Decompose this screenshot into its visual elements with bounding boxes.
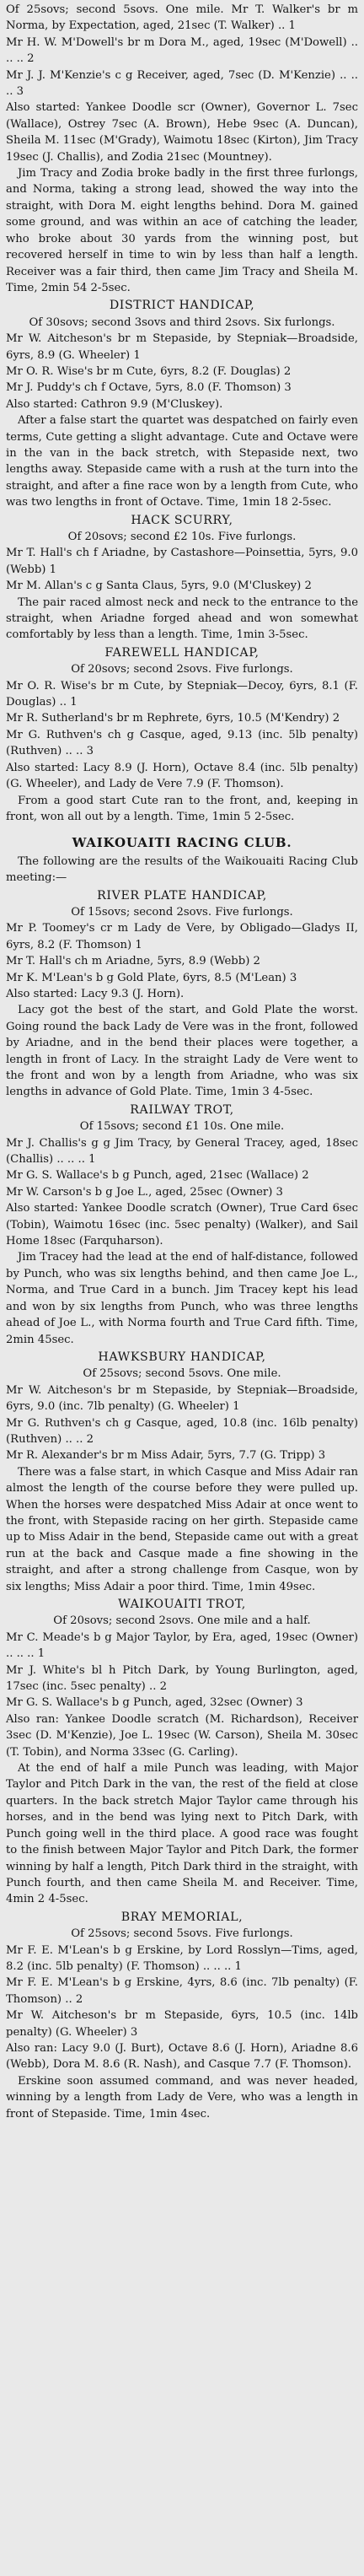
race-heading: HAWKSBURY HANDICAP, xyxy=(98,1350,266,1364)
race-result-entry: Mr G. Ruthven's ch g Casque, aged, 10.8 (inc. 16lb penalty) (Ruthven) .. .. 2 xyxy=(6,1416,358,1446)
race-result-entry: Mr H. W. M'Dowell's br m Dora M., aged, 19sec (M'Dowell) .. .. .. 2 xyxy=(6,35,358,66)
race-conditions: Of 30sovs; second 3sovs and third 2sovs. Six furlongs. xyxy=(29,315,335,329)
race-heading: WAIKOUAITI TROT, xyxy=(118,1598,246,1611)
race-heading: BRAY MEMORIAL, xyxy=(120,1910,244,1924)
race-report-paragraph: Jim Tracey had the lead at the end of half-distance, followed by Punch, who was six lengths behind, and then came Joe L., Norma, and True Card in a bunch. Jim Tracey kept his lead and won by six lengths from Punch, who was three lengths ahead of Joe L., with Norma fourth and True Card fifth. Time, 2min 45sec. xyxy=(6,1251,358,1346)
race-conditions: Of 25sovs; second 5sovs. One mile. xyxy=(83,1367,281,1381)
race-result-entry: Mr J. Challis's g g Jim Tracy, by General Tracey, aged, 18sec (Challis) .. .. .. 1 xyxy=(6,1136,358,1167)
race-heading: RAILWAY TROT, xyxy=(130,1102,234,1117)
race-report-paragraph: Jim Tracy and Zodia broke badly in the first three furlongs, and Norma, taking a strong lead, showed the way into the straight, with Dora M. eight lengths behind. Dora M. gained some ground, and was within an ace of catching the leader, who broke about 30 yards from the winning post, but recovered herself in time to win by less than half a length. Receiver was a fair third, then came Jim Tracy and Sheila M. Time, 2min 54 2-5sec. xyxy=(6,167,358,294)
race-report-paragraph: The following are the results of the Waikouaiti Racing Club meeting:— xyxy=(6,854,358,885)
race-result-entry: Mr W. Aitcheson's br m Stepaside, by Stepniak—Broadside, 6yrs, 8.9 (G. Wheeler) 1 xyxy=(6,332,358,362)
race-report-paragraph: From a good start Cute ran to the front, and, keeping in front, won all out by a length. Time, 1min 5 2-5sec. xyxy=(6,794,358,823)
race-report-paragraph: There was a false start, in which Casque and Miss Adair ran almost the length of the course before they were pulled up. When the horses were despatched Miss Adair at once went to the front, with Stepaside racing on her girth. Stepaside came up to Miss Adair in the bend, Stepaside came out with a great run at the back and Casque made a fine showing in the straight, and after a strong challenge from Casque, won by six lengths; Miss Adair a poor third. Time, 1min 49sec. xyxy=(6,1465,358,1593)
race-result-entry: Mr G. S. Wallace's b g Punch, aged, 32sec (Owner) 3 xyxy=(6,1696,303,1710)
race-result-entry: Mr R. Alexander's br m Miss Adair, 5yrs, 7.7 (G. Tripp) 3 xyxy=(6,1449,326,1463)
race-result-entry: Mr J. White's bl h Pitch Dark, by Young Burlington, aged, 17sec (inc. 5sec penalty) .. 2 xyxy=(6,1663,358,1694)
race-result-entry: Mr T. Hall's ch m Ariadne, 5yrs, 8.9 (Webb) 2 xyxy=(6,955,260,968)
race-conditions: Of 15sovs; second 2sovs. Five furlongs. xyxy=(71,905,293,919)
race-result-entry: Mr G. Ruthven's ch g Casque, aged, 9.13 (inc. 5lb penalty) (Ruthven) .. .. 3 xyxy=(6,728,358,758)
race-heading: FAREWELL HANDICAP, xyxy=(104,645,260,660)
race-result-entry: Mr M. Allan's c g Santa Claus, 5yrs, 9.0 (M'Cluskey) 2 xyxy=(6,579,312,593)
also-started-paragraph: Also ran: Yankee Doodle scratch (M. Richardson), Receiver 3sec (D. M'Kenzie), Joe L. 19sec (W. Carson), Sheila M. 30sec (T. Tobin), and Norma 33sec (G. Carling). xyxy=(6,1712,358,1759)
also-started-paragraph: Also ran: Lacy 9.0 (J. Burt), Octave 8.6 (J. Horn), Ariadne 8.6 (Webb), Dora M. 8.6 (R. Nash), and Casque 7.7 (F. Thomson). xyxy=(6,2041,358,2072)
race-report-paragraph: After a false start the quartet was despatched on fairly even terms, Cute getting a slight advantage. Cute and Octave were in the van in the back stretch, with Stepaside next, two lengths away. Stepaside came with a rush at the turn into the straight, and after a fine race won by a length from Cute, who was two lengths in front of Octave. Time, 1min 18 2-5sec. xyxy=(6,414,358,509)
race-result-entry: Mr W. Aitcheson's br m Stepaside, 6yrs, 10.5 (inc. 14lb penalty) (G. Wheeler) 3 xyxy=(6,2009,358,2039)
club-heading: WAIKOUAITI RACING CLUB. xyxy=(72,835,292,851)
also-started-paragraph: Also started: Lacy 9.3 (J. Horn). xyxy=(6,987,185,1000)
also-started-paragraph: Also started: Cathron 9.9 (M'Cluskey). xyxy=(6,397,223,411)
race-conditions: Of 20sovs; second 2sovs. One mile and a half. xyxy=(53,1614,311,1628)
race-conditions: Of 15sovs; second £1 10s. One mile. xyxy=(79,1120,285,1134)
race-result-entry: Mr R. Sutherland's br m Rephrete, 6yrs, 10.5 (M'Kendry) 2 xyxy=(6,712,340,725)
race-conditions: Of 20sovs; second £2 10s. Five furlongs. xyxy=(67,531,297,543)
race-conditions: Of 25sovs; second 5sovs. Five furlongs. xyxy=(71,1927,293,1941)
also-started-paragraph: Also started: Lacy 8.9 (J. Horn), Octave 8.4 (inc. 5lb penalty) (G. Wheeler), and Lady de Vere 7.9 (F. Thomson). xyxy=(6,761,358,791)
race-heading: RIVER PLATE HANDICAP, xyxy=(97,888,267,903)
race-heading: DISTRICT HANDICAP, xyxy=(109,299,255,313)
race-result-entry: Mr W. Carson's b g Joe L., aged, 25sec (Owner) 3 xyxy=(6,1185,283,1199)
race-result-entry: Mr J. J. M'Kenzie's c g Receiver, aged, 7sec (D. M'Kenzie) .. .. .. 3 xyxy=(6,68,358,99)
race-result-entry: Mr F. E. M'Lean's b g Erskine, 4yrs, 8.6 (inc. 7lb penalty) (F. Thomson) .. 2 xyxy=(6,1976,358,2006)
also-started-paragraph: Of 25sovs; second 5sovs. One mile. Mr T. Walker's br m Norma, by Expectation, aged, 21sec (T. Walker) .. 1 xyxy=(6,3,358,33)
race-result-entry: Mr O. R. Wise's br m Cute, by Stepniak—Decoy, 6yrs, 8.1 (F. Douglas) .. 1 xyxy=(6,679,358,709)
race-result-entry: Mr O. R. Wise's br m Cute, 6yrs, 8.2 (F. Douglas) 2 xyxy=(6,364,292,378)
race-result-entry: Mr F. E. M'Lean's b g Erskine, by Lord Rosslyn—Tims, aged, 8.2 (inc. 5lb penalty) (F. Thomson) .. .. .. 1 xyxy=(6,1943,358,1973)
race-result-entry: Mr W. Aitcheson's br m Stepaside, by Stepniak—Broadside, 6yrs, 9.0 (inc. 7lb penalty) (G. Wheeler) 1 xyxy=(6,1383,358,1414)
race-report-paragraph: Lacy got the best of the start, and Gold Plate the worst. Going round the back Lady de Vere was in the front, followed by Ariadne, and in the bend their places were together, a length in front of Lacy. In the straight Lady de Vere went to the front and won by a length from Ariadne, who was six lengths in advance of Gold Plate. Time, 1min 3 4-5sec. xyxy=(6,1004,358,1099)
also-started-paragraph: Also started: Yankee Doodle scr (Owner), Governor L. 7sec (Wallace), Ostrey 7sec (A. Brown), Hebe 9sec (A. Duncan), Sheila M. 11sec (M'Grady), Waimotu 18sec (Kirton), Jim Tracy 19sec (J. Challis), and Zodia 21sec (Mountney). xyxy=(6,101,358,164)
also-started-paragraph: Also started: Yankee Doodle scratch (Owner), True Card 6sec (Tobin), Waimotu 16sec (inc. 5sec penalty) (Walker), and Sail Home 18sec (Farquharson). xyxy=(6,1202,358,1248)
race-heading: HACK SCURRY, xyxy=(131,513,233,527)
race-report-paragraph: The pair raced almost neck and neck to the entrance to the straight, when Ariadne forged ahead and won somewhat comfortably by less than a length. Time, 1min 3-5sec. xyxy=(6,595,358,642)
race-result-entry: Mr J. Puddy's ch f Octave, 5yrs, 8.0 (F. Thomson) 3 xyxy=(6,381,292,395)
race-conditions: Of 20sovs; second 2sovs. Five furlongs. xyxy=(71,663,293,676)
race-report-paragraph: Erskine soon assumed command, and was never headed, winning by a length from Lady de Vere, who was a length in front of Stepaside. Time, 1min 4sec. xyxy=(6,2074,358,2121)
race-report-paragraph: At the end of half a mile Punch was leading, with Major Taylor and Pitch Dark in the van, the rest of the field at close quarters. In the back stretch Major Taylor came through his horses, and in the bend was lying next to Pitch Dark, with Punch going well in the third place. A good race was fought to the finish between Major Taylor and Pitch Dark, the former winning by half a length, Pitch Dark third in the straight, with Punch fourth, and then came Sheila M. and Receiver. Time, 4min 2 4-5sec. xyxy=(6,1762,358,1906)
race-result-entry: Mr C. Meade's b g Major Taylor, by Era, aged, 19sec (Owner) .. .. .. 1 xyxy=(6,1630,358,1661)
race-result-entry: Mr T. Hall's ch f Ariadne, by Castashore—Poinsettia, 5yrs, 9.0 (Webb) 1 xyxy=(6,547,358,576)
race-result-entry: Mr K. M'Lean's b g Gold Plate, 6yrs, 8.5 (M'Lean) 3 xyxy=(6,971,297,984)
race-result-entry: Mr P. Toomey's cr m Lady de Vere, by Obligado—Gladys II, 6yrs, 8.2 (F. Thomson) 1 xyxy=(6,922,358,951)
race-result-entry: Mr G. S. Wallace's b g Punch, aged, 21sec (Wallace) 2 xyxy=(6,1169,309,1183)
